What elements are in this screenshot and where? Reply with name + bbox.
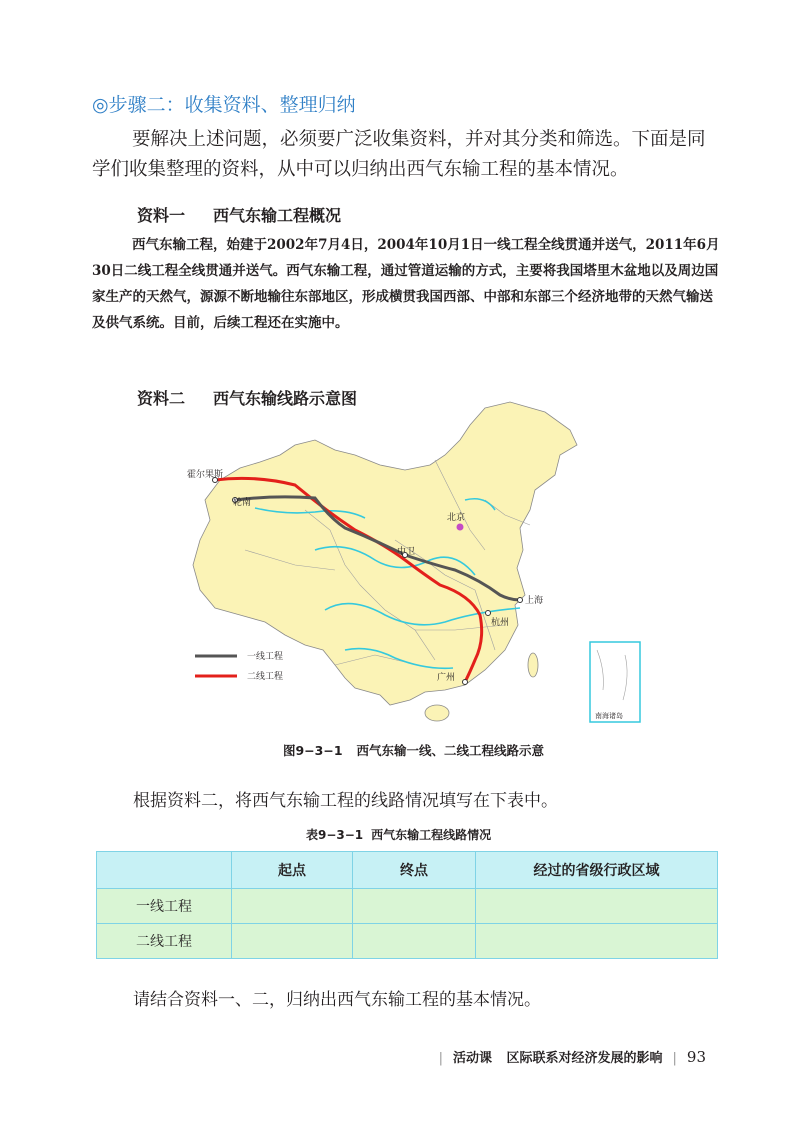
step-title: ◎步骤二：收集资料、整理归纳 [92,94,356,116]
material1-heading [137,203,341,226]
hangzhou-label: 杭州 [491,618,510,628]
south-sea-inset [590,642,640,722]
legend-line2-label: 二线工程 [247,672,284,682]
table-caption-number: 表9−3−1 [306,828,364,842]
material1-label: 资料一 [137,206,186,225]
table-row-label: 二线工程 [97,924,232,959]
table-header-empty [97,852,232,889]
material1-text: 西气东输工程，始建于2002年7月4日，2004年10月1日一线工程全线贯通并送气，2011年6月30日二线工程全线贯通并送气。西气东输工程，通过管道运输的方式，主要将我国塔里木盆地以及周边国家生产的天然气，源源不断地输往东部地区，形成横贯我国西部、中部和东部三个经济地带的天然气输送及供气系统。目前，后续工程还在实施中。 [92,237,720,331]
shanghai-marker [518,598,523,603]
table-header-row [97,852,718,889]
inset-label: 南海诸岛 [595,712,623,720]
table-row [97,889,718,924]
hainan-island [425,705,449,721]
table-header-regions: 经过的省级行政区域 [476,852,718,889]
lunnan-label: 轮南 [233,498,252,508]
figure-caption-number: 图9−3−1 [283,743,343,758]
material2-title: 西气东输线路示意图 [213,389,358,408]
table-cell-regions[interactable] [476,924,718,959]
footer-divider-left: | [438,1051,443,1066]
table-row-label: 一线工程 [97,889,232,924]
summary-question: 请结合资料一、二，归纳出西气东输工程的基本情况。 [133,990,541,1010]
table-cell-end[interactable] [353,889,476,924]
material1-title: 西气东输工程概况 [213,206,342,225]
figure-caption [283,741,544,759]
legend-line1-label: 一线工程 [247,652,284,662]
table-cell-start[interactable] [232,924,353,959]
figure-caption-text: 西气东输一线、二线工程线路示意 [356,743,545,758]
guangzhou-marker [463,680,468,685]
footer-divider-right: | [672,1051,677,1066]
table-instruction: 根据资料二，将西气东输工程的线路情况填写在下表中。 [133,791,558,811]
guangzhou-label: 广州 [437,673,456,683]
taiwan-island [528,653,538,677]
table-row [97,924,718,959]
table-cell-regions[interactable] [476,889,718,924]
table-caption [306,826,491,843]
table-caption-text: 西气东输工程线路情况 [371,828,492,842]
hangzhou-marker [486,611,491,616]
footer-chapter-title: 区际联系对经济发展的影响 [506,1051,663,1066]
beijing-marker [457,524,464,531]
table-cell-end[interactable] [353,924,476,959]
beijing-label: 北京 [447,513,466,523]
table-header-end: 终点 [353,852,476,889]
table-cell-start[interactable] [232,889,353,924]
pipeline-map [185,400,665,730]
footer-section: 活动课 [452,1051,492,1066]
page-number: 93 [686,1048,706,1066]
page-footer [429,1047,706,1066]
horgos-label: 霍尔果斯 [187,470,224,480]
route-table [96,851,718,959]
intro-paragraph: 要解决上述问题，必须要广泛收集资料，并对其分类和筛选。下面是同学们收集整理的资料，从中可以归纳出西气东输工程的基本情况。 [92,129,706,180]
material2-label: 资料二 [137,389,186,408]
shanghai-label: 上海 [525,596,544,606]
zhongwei-label: 中卫 [397,547,416,557]
table-header-start: 起点 [232,852,353,889]
